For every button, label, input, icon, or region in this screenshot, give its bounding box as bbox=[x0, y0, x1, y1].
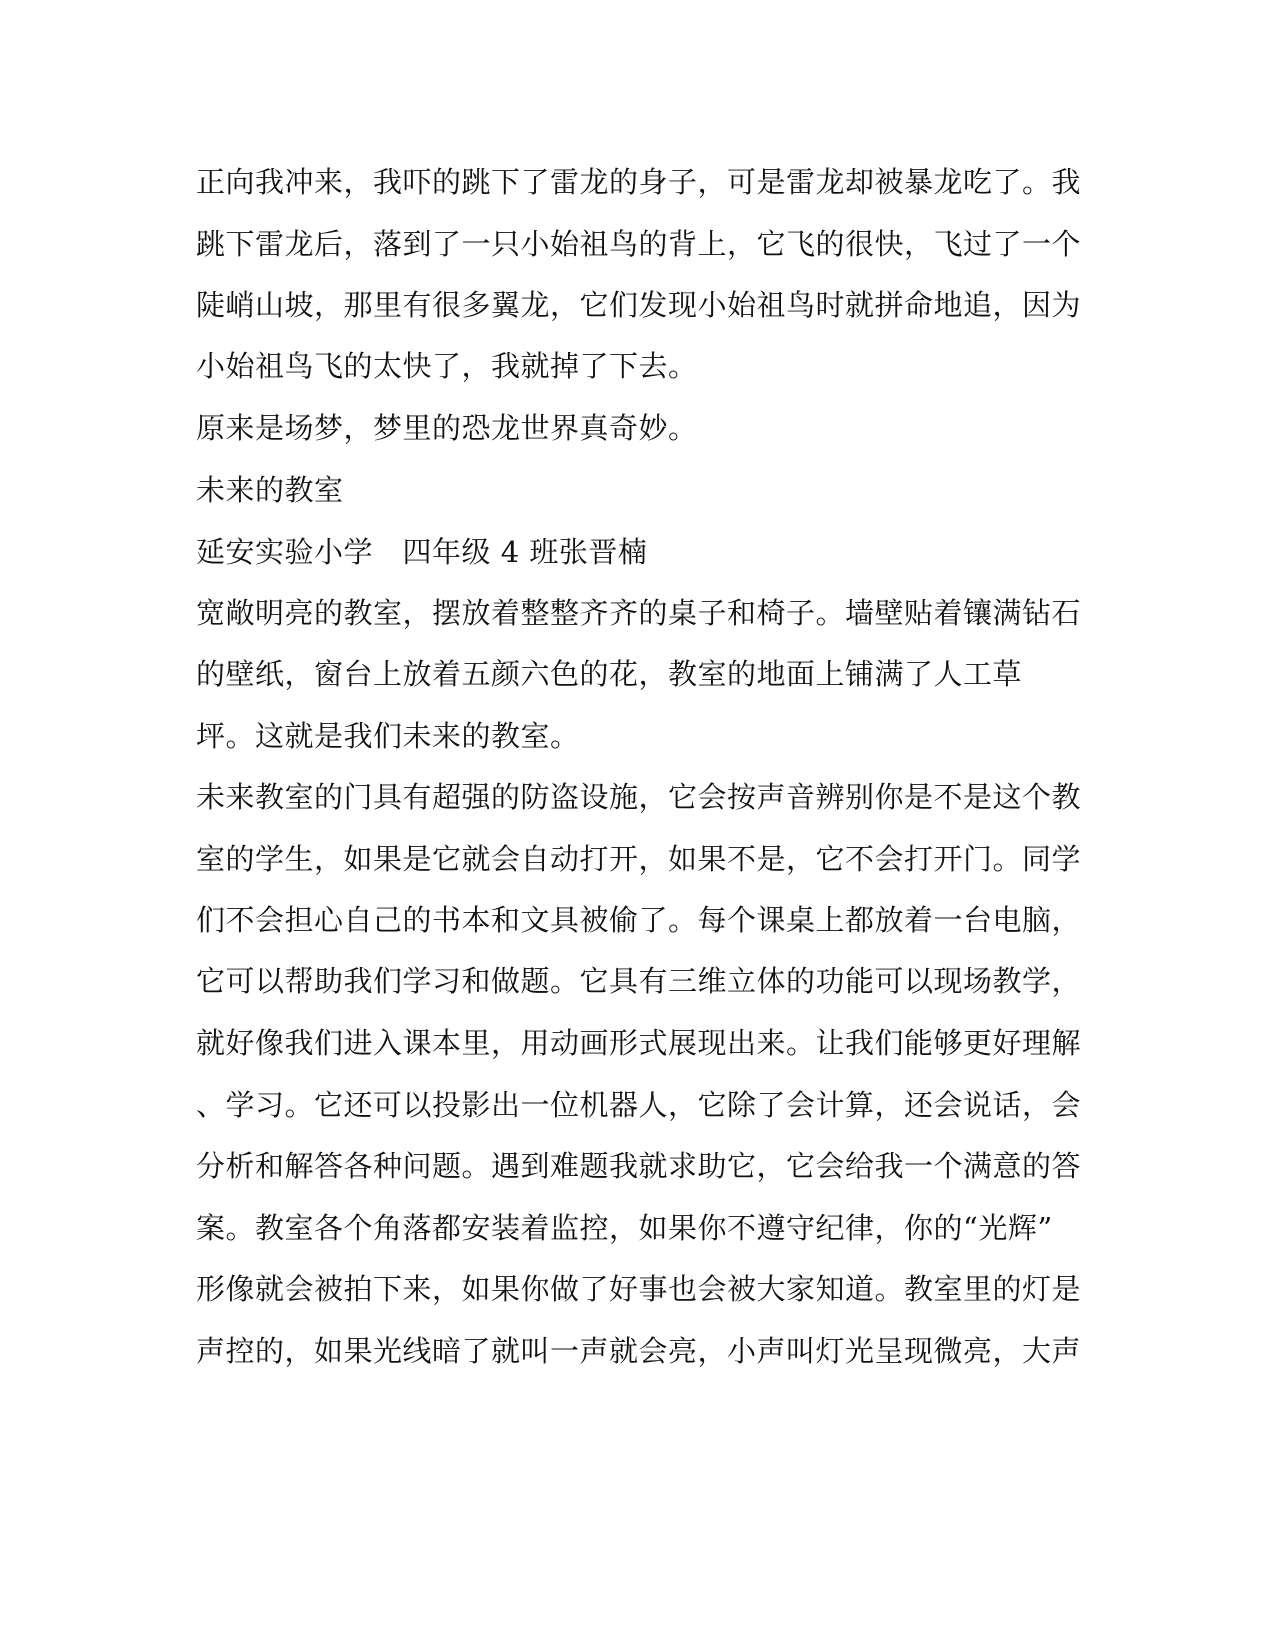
text-line: 就好像我们进入课本里，用动画形式展现出来。让我们能够更好理解 bbox=[196, 1026, 1082, 1060]
text-line: 分析和解答各种问题。遇到难题我就求助它，它会给我一个满意的答 bbox=[196, 1149, 1082, 1183]
text-line: 未来教室的门具有超强的防盗设施，它会按声音辨别你是不是这个教 bbox=[196, 780, 1082, 814]
text-line: 宽敞明亮的教室，摆放着整整齐齐的桌子和椅子。墙壁贴着镶满钻石 bbox=[196, 596, 1082, 630]
text-line: 小始祖鸟飞的太快了，我就掉了下去。 bbox=[196, 349, 698, 383]
text-line: 形像就会被拍下来，如果你做了好事也会被大家知道。教室里的灯是 bbox=[196, 1272, 1082, 1306]
text-line: 、学习。它还可以投影出一位机器人，它除了会计算，还会说话，会 bbox=[196, 1088, 1082, 1122]
text-line: 案。教室各个角落都安装着监控，如果你不遵守纪律，你的“光辉” bbox=[196, 1211, 1053, 1245]
text-line: 声控的，如果光线暗了就叫一声就会亮，小声叫灯光呈现微亮，大声 bbox=[196, 1334, 1082, 1368]
text-line: 室的学生，如果是它就会自动打开，如果不是，它不会打开门。同学 bbox=[196, 842, 1082, 876]
text-line: 原来是场梦，梦里的恐龙世界真奇妙。 bbox=[196, 411, 698, 445]
text-line: 正向我冲来，我吓的跳下了雷龙的身子，可是雷龙却被暴龙吃了。我 bbox=[196, 165, 1082, 199]
author-line: 延安实验小学 四年级 4 班张晋楠 bbox=[196, 535, 648, 569]
text-line: 的壁纸，窗台上放着五颜六色的花，教室的地面上铺满了人工草 bbox=[196, 657, 1023, 691]
text-line: 坪。这就是我们未来的教室。 bbox=[196, 719, 580, 753]
text-line: 陡峭山坡，那里有很多翼龙，它们发现小始祖鸟时就拼命地追，因为 bbox=[196, 288, 1082, 322]
section-title: 未来的教室 bbox=[196, 473, 344, 507]
text-line: 跳下雷龙后，落到了一只小始祖鸟的背上，它飞的很快，飞过了一个 bbox=[196, 227, 1082, 261]
text-line: 它可以帮助我们学习和做题。它具有三维立体的功能可以现场教学， bbox=[196, 964, 1082, 998]
text-line: 们不会担心自己的书本和文具被偷了。每个课桌上都放着一台电脑， bbox=[196, 903, 1082, 937]
